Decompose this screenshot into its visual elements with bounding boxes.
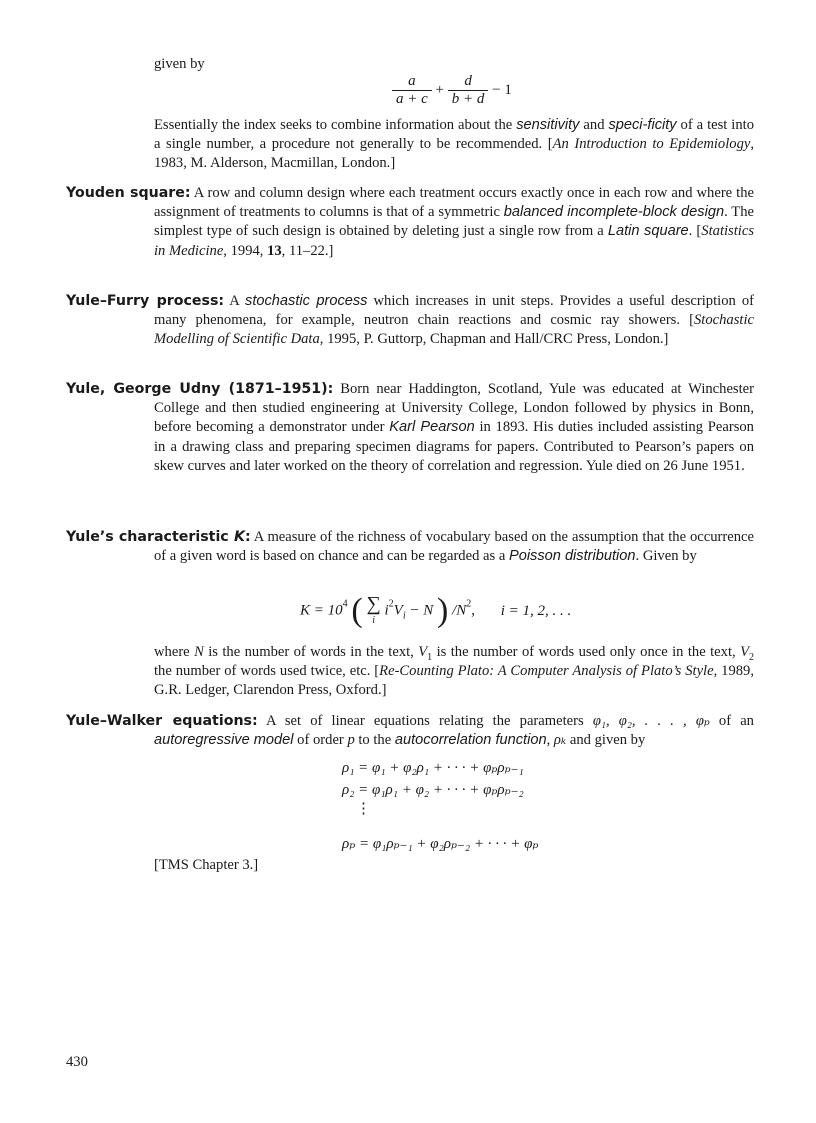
yule-k-where-text: where N is the number of words in the text, $V_1$ is the number of words used only once in the text, $V_2$ the number of words used twice, etc. [Re-Counting Plato: A Computer Analysis of Plato’s Style, 1989, G.R. Ledger, Clarendon Press, Oxford.] [154, 644, 754, 699]
poisson-distribution-link[interactable]: Poisson distribution [508, 548, 636, 565]
yule-walker-equation-2: ρ₂ = φ₁ρ₁ + φ₂ + · · · + φₚρₚ₋₂ [342, 782, 524, 798]
tms-reference: [TMS Chapter 3.] [154, 857, 259, 873]
entry-yule-george-udny: Yule, George Udny (1871–1951): Born near Haddington, Scotland, Yule was educated at Winchester College and then studied engineering at University College, London followed by physics in Bonn, before becoming a demonstrator under Karl Pearson in 1893. His duties included assisting Pearson in a drawing class and preparing specimen diagrams for papers. Contributed to Pearson’s papers on skew curves and later worked on the theory of correlation and regression. Yule died on 26 June 1951. [66, 381, 754, 474]
stochastic-process-link[interactable]: stochastic process [245, 293, 368, 309]
entry-yules-characteristic-k: Yule’s characteristic K: A measure of the richness of vocabulary based on the assumption that the occurrence of a given word is based on chance and can be regarded as a Poisson distribution. Given by [66, 529, 754, 565]
sensitivity-link[interactable]: sensitivity [516, 117, 580, 133]
entry-term: Youden square: [66, 185, 191, 201]
index-formula: $\frac{a}{a + c}$ + $\frac{d}{b + d}$ − 1 [392, 73, 512, 108]
entry-term: Yule–Walker equations: [66, 713, 258, 729]
entry-yule-walker-equations: Yule–Walker equations: A set of linear equations relating the parameters φ₁, φ₂, . . . , φₚ of an autoregressive model of order p to the autocorrelation function, ρₖ and given by [66, 713, 754, 749]
autoregressive-model-link[interactable]: autoregressive model [154, 732, 294, 749]
specificity-link[interactable]: speci-ficity [608, 117, 677, 133]
given-by-text: given by [154, 56, 205, 72]
latin-square-link[interactable]: Latin square [607, 223, 689, 240]
page-number: 430 [66, 1054, 88, 1070]
yule-walker-vertical-ellipsis: ⋮ [356, 801, 371, 817]
yule-walker-equation-1: ρ₁ = φ₁ + φ₂ρ₁ + · · · + φₚρₚ₋₁ [342, 760, 524, 776]
bibd-link[interactable]: balanced incomplete-block design [503, 204, 725, 221]
entry-term: Yule’s characteristic K: [66, 529, 251, 545]
fraction-d: $\frac{d}{b + d}$ [448, 73, 489, 108]
karl-pearson-link[interactable]: Karl Pearson [389, 419, 475, 436]
entry-yule-furry-process: Yule–Furry process: A stochastic process which increases in unit steps. Provides a useful description of many phenomena, for example, neutron chain reactions and cosmic ray showers. [Stochastic Modelling of Scientific Data, 1995, P. Guttorp, Chapman and Hall/CRC Press, London.] [66, 293, 754, 348]
entry-term: Yule, George Udny (1871–1951): [66, 381, 334, 397]
autocorrelation-function-link[interactable]: autocorrelation function [394, 732, 547, 749]
yule-k-formula: $K = 10^4$ ( ∑ i $i^2V_i - N$ ) $/N^2$, i = 1, 2, . . . [300, 592, 572, 629]
entry-term: Yule–Furry process: [66, 293, 225, 309]
yule-walker-equation-p: ρₚ = φ₁ρₚ₋₁ + φ₂ρₚ₋₂ + · · · + φₚ [342, 836, 539, 852]
fraction-a: $\frac{a}{a + c}$ [392, 73, 432, 108]
index-description: Essentially the index seeks to combine information about the sensitivity and speci-ficity of a test into a single number, a procedure not generally to be recommended. [An Introduction to Epidemiology, 1983, M. Alderson, Macmillan, London.] [154, 117, 754, 172]
entry-youden-square: Youden square: A row and column design where each treatment occurs exactly once in each row and where the assignment of treatments to columns is that of a symmetric balanced incomplete-block design. The simplest type of such design is obtained by deleting just a single row from a Latin square. [Statistics in Medicine, 1994, 13, 11–22.] [66, 185, 754, 259]
